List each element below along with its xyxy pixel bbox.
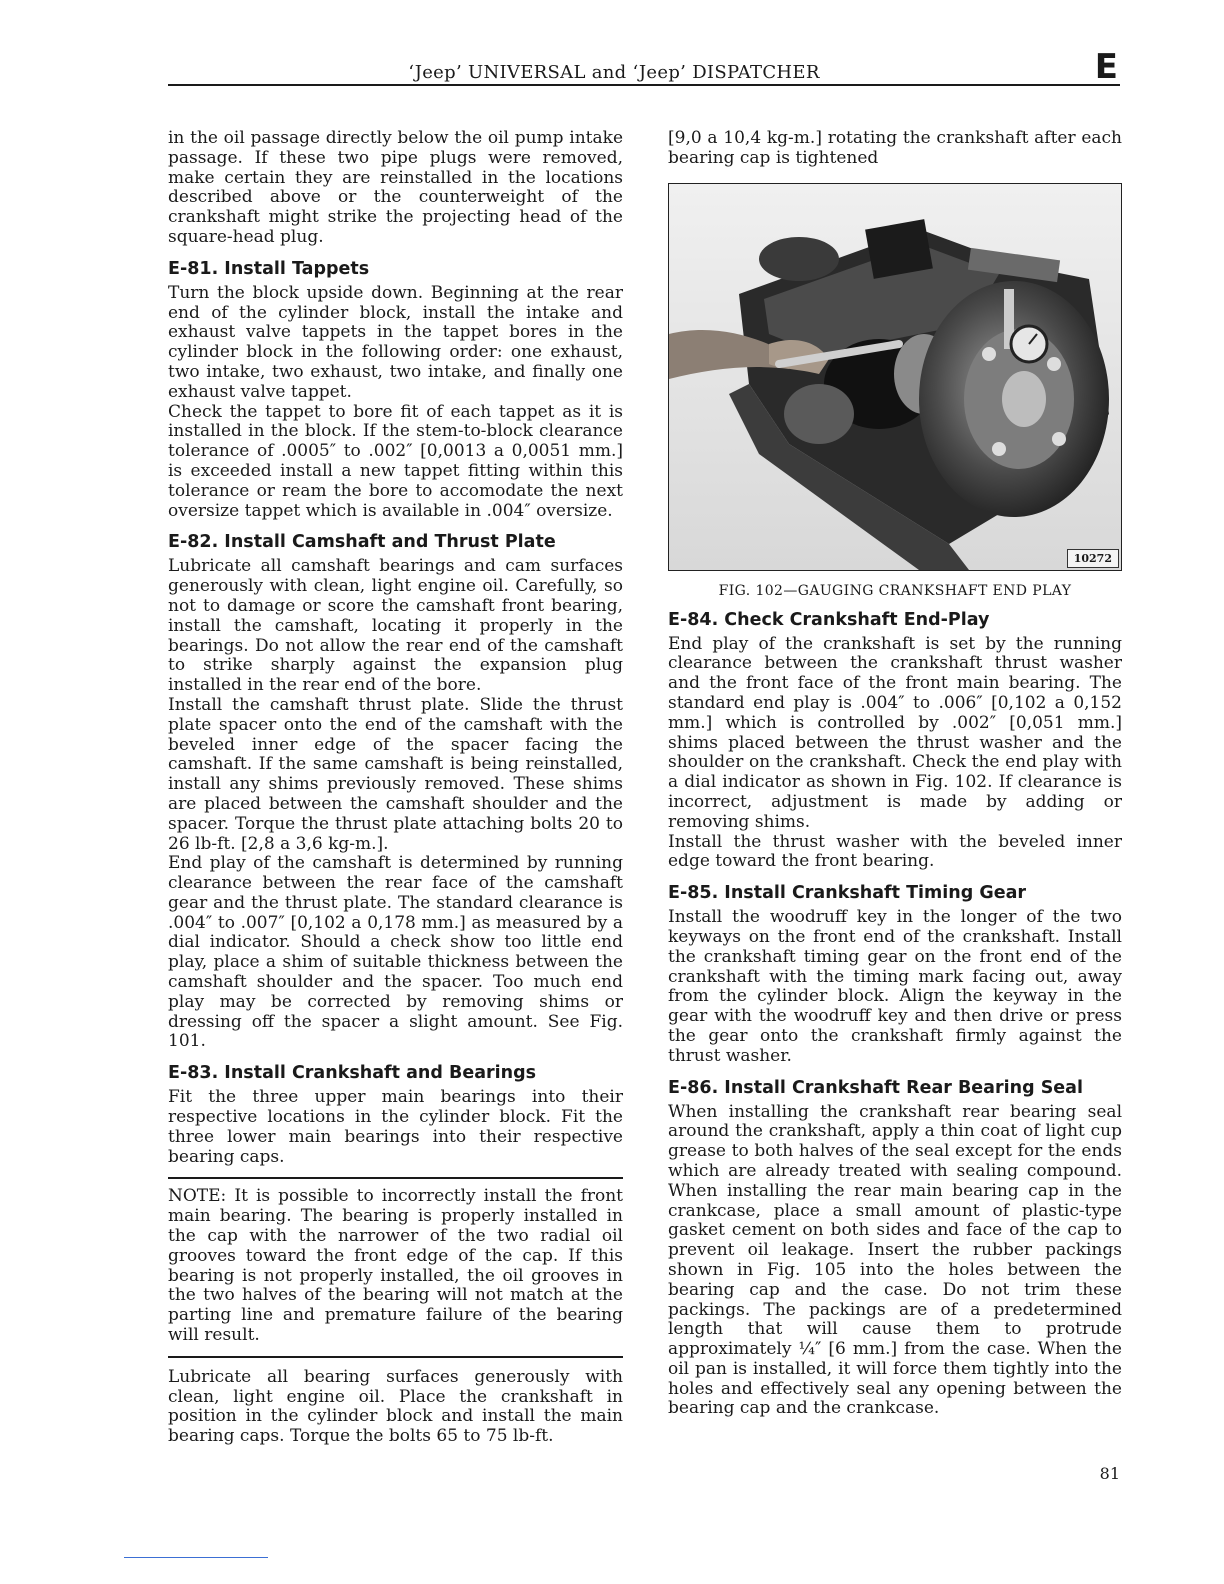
heading-e85: E-85. Install Crankshaft Timing Gear	[668, 883, 1027, 904]
e86-paragraph-1: When installing the crankshaft rear bearing seal around the crankshaft, apply a thin coat of light cup grease to both halves of the seal except for the ends which are already treated with sealing compound. When installing the rear main bearing cap in the crankcase, place a small amount of plastic-type gasket cement on both sides and face of the cap to prevent oil leakage. Insert the rubber packings shown in Fig. 105 into the holes between the bearing cap and the case. Do not trim these packings. The packings are of a predetermined length that will cause them to protrude approximately ¼″ [6 mm.] from the case. When the oil pan is installed, it will force them tightly into the holes and effectively seal any opening between the bearing cap and the crankcase.	[668, 1101, 1122, 1419]
e81-paragraph-1: Turn the block upside down. Beginning at the rear end of the cylinder block, install the intake and exhaust valve tappets in the tappet bores in the cylinder block in the following order: one exhaust, two intake, two exhaust, two intake, and finally one exhaust valve tappet.	[168, 282, 623, 402]
engine-photo-illustration	[669, 184, 1121, 570]
e81-paragraph-2: Check the tappet to bore fit of each tappet as it is installed in the block. If the stem-to-block clearance tolerance of .0005″ to .002″ [0,0013 a 0,0051 mm.] is exceeded install a new tappet fitting within this tolerance or ream the bore to accomodate the next oversize tappet which is available in .004″ oversize.	[168, 401, 623, 521]
left-column	[168, 129, 623, 1447]
note-text: NOTE: It is possible to incorrectly install the front main bearing. The bearing is properly installed in the cap with the narrower of the two radial oil grooves toward the front edge of the cap. If this bearing is not properly installed, the oil grooves in the two halves of the bearing will not match at the parting line and premature failure of the bearing will result.	[168, 1186, 623, 1346]
page-header	[168, 47, 1120, 87]
running-title: ‘Jeep’ UNIVERSAL and ‘Jeep’ DISPATCHER	[408, 62, 820, 83]
right-intro-paragraph: [9,0 a 10,4 kg-m.] rotating the crankshaft after each bearing cap is tightened	[668, 128, 1122, 168]
figure-number-label: 10272	[1067, 549, 1119, 568]
e85-paragraph-1: Install the woodruff key in the longer of the two keyways on the front end of the crankshaft. Install the crankshaft timing gear on the front end of the crankshaft with the timing mark facing out, away from the cylinder block. Align the keyway in the gear with the woodruff key and then drive or press the gear onto the crankshaft firmly against the thrust washer.	[668, 907, 1122, 1066]
header-rule	[168, 84, 1120, 86]
heading-e86: E-86. Install Crankshaft Rear Bearing Seal	[668, 1077, 1083, 1098]
intro-paragraph: in the oil passage directly below the oil pump intake passage. If these two pipe plugs were removed, make certain they are reinstalled in the locations described above or the counterweight of the crankshaft might strike the projecting head of the square-head plug.	[168, 128, 623, 247]
e83-paragraph-2: Lubricate all bearing surfaces generously with clean, light engine oil. Place the crankshaft in position in the cylinder block and install the main bearing caps. Torque the bolts 65 to 75 lb-ft.	[168, 1366, 623, 1447]
page-number: 81	[1099, 1464, 1120, 1483]
right-column	[668, 129, 1122, 1419]
figure-caption: FIG. 102—GAUGING CRANKSHAFT END PLAY	[718, 582, 1072, 599]
heading-e83: E-83. Install Crankshaft and Bearings	[168, 1063, 537, 1084]
note-box	[168, 1177, 623, 1357]
e82-paragraph-3: End play of the camshaft is determined by running clearance between the rear face of the camshaft gear and the thrust plate. The standard clearance is .004″ to .007″ [0,102 a 0,178 mm.] as measured by a dial indicator. Should a check show too little end play, place a shim of suitable thickness between the camshaft shoulder and the spacer. Too much end play may be corrected by removing shims or dressing off the spacer a slight amount. See Fig. 101.	[168, 853, 623, 1052]
heading-e84: E-84. Check Crankshaft End-Play	[668, 609, 990, 630]
heading-e82: E-82. Install Camshaft and Thrust Plate	[168, 532, 556, 553]
footer-rule	[124, 1557, 268, 1558]
heading-e81: E-81. Install Tappets	[168, 258, 370, 279]
e84-paragraph-1: End play of the crankshaft is set by the running clearance between the crankshaft thrust washer and the front face of the front main bearing. The standard end play is .004″ to .006″ [0,102 a 0,152 mm.] which is controlled by .002″ [0,051 mm.] shims placed between the thrust washer and the shoulder on the crankshaft. Check the end play with a dial indicator as shown in Fig. 102. If clearance is incorrect, adjustment is made by adding or removing shims.	[668, 633, 1122, 832]
e82-paragraph-1: Lubricate all camshaft bearings and cam surfaces generously with clean, light engine oil. Carefully, so not to damage or score the camshaft front bearing, install the camshaft, locating it properly in the bearings. Do not allow the rear end of the camshaft to strike sharply against the expansion plug installed in the rear end of the bore.	[168, 556, 623, 696]
section-letter: E	[1094, 47, 1118, 87]
e82-paragraph-2: Install the camshaft thrust plate. Slide the thrust plate spacer onto the end of the camshaft with the beveled inner edge of the spacer facing the camshaft. If the same camshaft is being reinstalled, install any shims previously removed. These shims are placed between the camshaft shoulder and the spacer. Torque the thrust plate attaching bolts 20 to 26 lb-ft. [2,8 a 3,6 kg-m.].	[168, 694, 623, 854]
e84-paragraph-2: Install the thrust washer with the beveled inner edge toward the front bearing.	[668, 831, 1122, 872]
e83-paragraph-1: Fit the three upper main bearings into their respective locations in the cylinder block. Fit the three lower main bearings into their respective bearing caps.	[168, 1087, 623, 1167]
figure-102-photo	[668, 183, 1122, 571]
